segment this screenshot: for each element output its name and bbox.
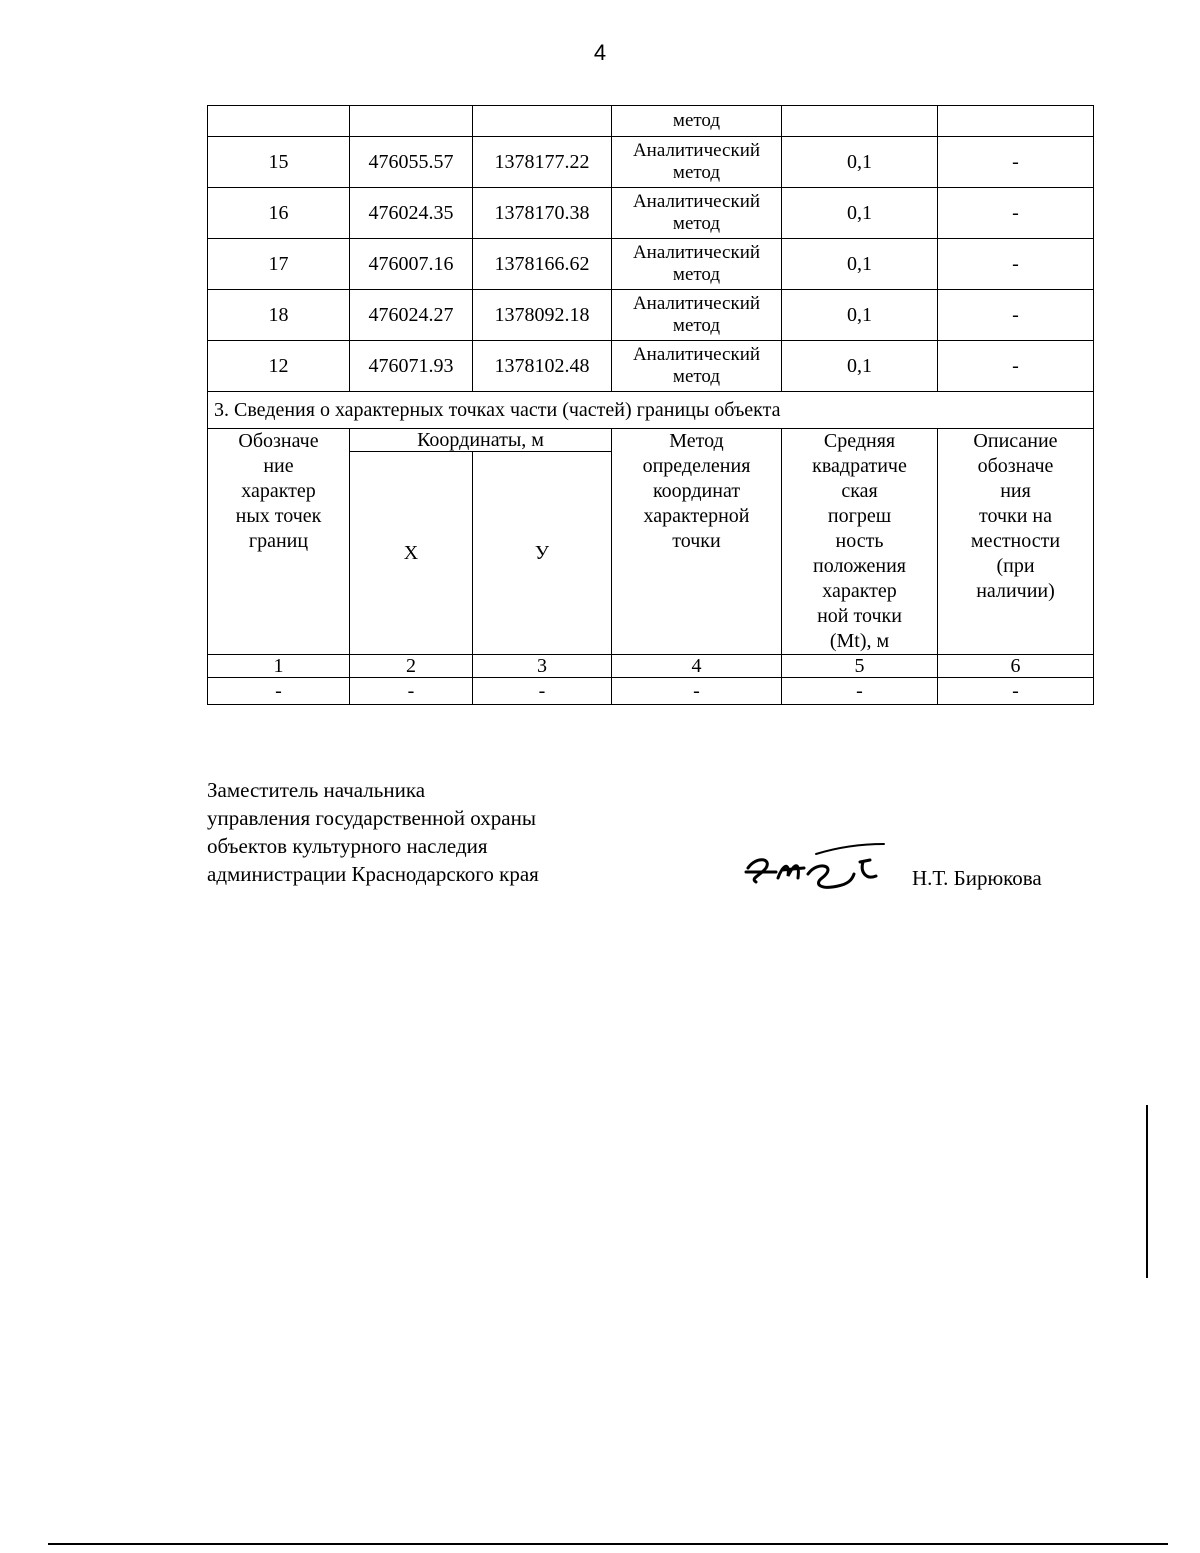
table-row (208, 106, 1094, 137)
column-number: 1 (208, 655, 350, 678)
method-cell: Аналитический метод (612, 137, 782, 188)
table-row (208, 239, 1094, 290)
table-row (208, 188, 1094, 239)
coordinates-table (207, 105, 1094, 705)
header-x: X (350, 452, 473, 655)
accuracy-cell: 0,1 (782, 290, 938, 341)
header-y: У (473, 452, 612, 655)
description-cell: - (938, 341, 1094, 392)
column-number: 5 (782, 655, 938, 678)
header-coordinates: Координаты, м (350, 429, 612, 452)
header-method: Метод определения координат характерной точки (612, 429, 782, 655)
accuracy-cell: 0,1 (782, 341, 938, 392)
y-cell: 1378166.62 (473, 239, 612, 290)
description-cell: - (938, 239, 1094, 290)
table-cell: - (208, 678, 350, 705)
column-number: 3 (473, 655, 612, 678)
signatory-position (207, 776, 539, 888)
table-header-row (208, 429, 1094, 452)
table-cell: - (350, 678, 473, 705)
table-cell: - (782, 678, 938, 705)
table-cell (473, 106, 612, 137)
x-cell: 476071.93 (350, 341, 473, 392)
table-row (208, 392, 1094, 429)
description-cell: - (938, 188, 1094, 239)
method-cell: Аналитический метод (612, 341, 782, 392)
position-line: администрации Краснодарского края (207, 862, 539, 886)
header-point-designation: Обозначе ние характер ных точек границ (208, 429, 350, 655)
section-title: 3. Сведения о характерных точках части (частей) границы объекта (208, 392, 1094, 429)
table-row (208, 341, 1094, 392)
x-cell: 476024.35 (350, 188, 473, 239)
column-number: 4 (612, 655, 782, 678)
position-line: объектов культурного наследия (207, 834, 488, 858)
table-row (208, 290, 1094, 341)
position-line: управления государственной охраны (207, 806, 536, 830)
description-cell: - (938, 290, 1094, 341)
table-cell (938, 106, 1094, 137)
point-cell: 18 (208, 290, 350, 341)
y-cell: 1378177.22 (473, 137, 612, 188)
x-cell: 476055.57 (350, 137, 473, 188)
x-cell: 476007.16 (350, 239, 473, 290)
point-cell: 16 (208, 188, 350, 239)
column-number: 6 (938, 655, 1094, 678)
column-number-row (208, 655, 1094, 678)
accuracy-cell: 0,1 (782, 188, 938, 239)
table-cell: - (612, 678, 782, 705)
table-cell (782, 106, 938, 137)
position-line: Заместитель начальника (207, 778, 426, 802)
table-row (208, 678, 1094, 705)
method-cell: Аналитический метод (612, 239, 782, 290)
accuracy-cell: 0,1 (782, 137, 938, 188)
handwritten-signature (742, 838, 892, 898)
margin-line (1146, 1105, 1148, 1278)
point-cell: 12 (208, 341, 350, 392)
y-cell: 1378102.48 (473, 341, 612, 392)
description-cell: - (938, 137, 1094, 188)
y-cell: 1378170.38 (473, 188, 612, 239)
footer-line (48, 1543, 1168, 1545)
point-cell: 15 (208, 137, 350, 188)
table-cell: - (938, 678, 1094, 705)
table-cell (350, 106, 473, 137)
x-cell: 476024.27 (350, 290, 473, 341)
table-cell: - (473, 678, 612, 705)
y-cell: 1378092.18 (473, 290, 612, 341)
header-accuracy: Средняя квадратиче ская погреш ность положения характер ной точки (Mt), м (782, 429, 938, 655)
page-number: 4 (593, 40, 607, 65)
point-cell: 17 (208, 239, 350, 290)
method-cell: Аналитический метод (612, 290, 782, 341)
method-cell: Аналитический метод (612, 188, 782, 239)
table-cell (208, 106, 350, 137)
column-number: 2 (350, 655, 473, 678)
header-description: Описание обозначе ния точки на местности (при наличии) (938, 429, 1094, 655)
table-row (208, 137, 1094, 188)
accuracy-cell: 0,1 (782, 239, 938, 290)
table-cell: метод (612, 106, 782, 137)
signatory-name: Н.Т. Бирюкова (912, 866, 1042, 890)
